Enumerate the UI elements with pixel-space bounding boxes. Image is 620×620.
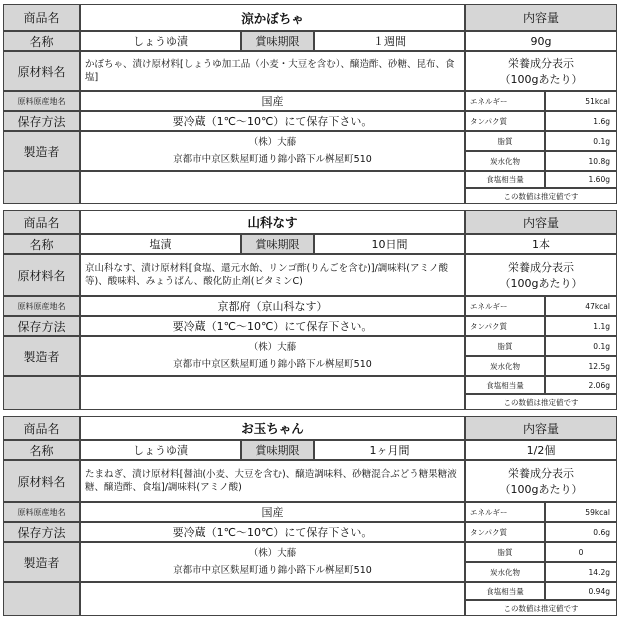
energy-value: 51kcal bbox=[545, 91, 617, 111]
salt-label: 食塩相当量 bbox=[465, 376, 545, 394]
product-card-kabocha bbox=[3, 4, 617, 204]
estimate-note: この数値は推定値です bbox=[465, 600, 617, 616]
product-title: 山科なす bbox=[80, 210, 465, 234]
content-value: 1本 bbox=[465, 234, 617, 254]
content-label: 内容量 bbox=[465, 210, 617, 234]
salt-label: 食塩相当量 bbox=[465, 171, 545, 188]
storage-value: 要冷蔵（1℃～10℃）にて保存下さい。 bbox=[80, 522, 465, 542]
energy-label: エネルギー bbox=[465, 91, 545, 111]
product-name-label: 商品名 bbox=[3, 416, 80, 440]
blank-label-cell bbox=[3, 171, 80, 204]
product-title: 涼かぼちゃ bbox=[80, 4, 465, 31]
protein-value: 1.1g bbox=[545, 316, 617, 336]
energy-label: エネルギー bbox=[465, 502, 545, 522]
product-name-label: 商品名 bbox=[3, 4, 80, 31]
fat-label: 脂質 bbox=[465, 131, 545, 151]
nutrition-header bbox=[465, 51, 617, 91]
salt-value: 1.60g bbox=[545, 171, 617, 188]
manufacturer-label: 製造者 bbox=[3, 131, 80, 171]
energy-value: 59kcal bbox=[545, 502, 617, 522]
maker-address: 京都市中京区麩屋町通り錦小路下ル桝屋町510 bbox=[173, 359, 372, 370]
raw-materials-value: たまねぎ、漬け原材料[醤油(小麦、大豆を含む)、醸造調味料、砂糖混合ぶどう糖果糖液糖、醸造酢、食塩]/調味料(アミノ酸) bbox=[80, 460, 465, 502]
maker-name: （株）大藤 bbox=[248, 342, 297, 353]
product-card-otama-chan bbox=[3, 416, 617, 616]
carbs-value: 10.8g bbox=[545, 151, 617, 171]
name-value: しょうゆ漬 bbox=[80, 440, 241, 460]
name-label: 名称 bbox=[3, 31, 80, 51]
best-before-label: 賞味期限 bbox=[241, 440, 314, 460]
manufacturer-value bbox=[80, 131, 465, 171]
blank-label-cell bbox=[3, 376, 80, 410]
carbs-value: 14.2g bbox=[545, 562, 617, 582]
fat-value: 0.1g bbox=[545, 336, 617, 356]
manufacturer-value bbox=[80, 542, 465, 582]
content-value: 1/2個 bbox=[465, 440, 617, 460]
protein-value: 0.6g bbox=[545, 522, 617, 542]
estimate-note: この数値は推定値です bbox=[465, 394, 617, 410]
nutrition-title: 栄養成分表示 bbox=[508, 57, 574, 70]
nutrition-header bbox=[465, 460, 617, 502]
name-label: 名称 bbox=[3, 234, 80, 254]
carbs-label: 炭水化物 bbox=[465, 356, 545, 376]
protein-label: タンパク質 bbox=[465, 522, 545, 542]
maker-address: 京都市中京区麩屋町通り錦小路下ル桝屋町510 bbox=[173, 565, 372, 576]
best-before-label: 賞味期限 bbox=[241, 31, 314, 51]
energy-label: エネルギー bbox=[465, 296, 545, 316]
origin-value: 国産 bbox=[80, 502, 465, 522]
salt-value: 2.06g bbox=[545, 376, 617, 394]
blank-cell bbox=[80, 376, 465, 410]
origin-value: 京都府（京山科なす） bbox=[80, 296, 465, 316]
origin-value: 国産 bbox=[80, 91, 465, 111]
fat-value: 0.1g bbox=[545, 131, 617, 151]
storage-label: 保存方法 bbox=[3, 522, 80, 542]
maker-name: （株）大藤 bbox=[248, 548, 297, 559]
nutrition-title: 栄養成分表示 bbox=[508, 467, 574, 480]
protein-value: 1.6g bbox=[545, 111, 617, 131]
carbs-label: 炭水化物 bbox=[465, 151, 545, 171]
fat-label: 脂質 bbox=[465, 336, 545, 356]
fat-value: 0 bbox=[545, 542, 617, 562]
storage-label: 保存方法 bbox=[3, 111, 80, 131]
raw-materials-label: 原材料名 bbox=[3, 254, 80, 296]
content-label: 内容量 bbox=[465, 416, 617, 440]
raw-materials-label: 原材料名 bbox=[3, 51, 80, 91]
best-before-value: 1ヶ月間 bbox=[314, 440, 465, 460]
content-value: 90g bbox=[465, 31, 617, 51]
product-title: お玉ちゃん bbox=[80, 416, 465, 440]
estimate-note: この数値は推定値です bbox=[465, 188, 617, 204]
raw-materials-value: かぼちゃ、漬け原材料[しょうゆ加工品（小麦・大豆を含む）、醸造酢、砂糖、昆布、食塩] bbox=[80, 51, 465, 91]
blank-label-cell bbox=[3, 582, 80, 616]
blank-cell bbox=[80, 582, 465, 616]
origin-label: 原料原産地名 bbox=[3, 296, 80, 316]
name-label: 名称 bbox=[3, 440, 80, 460]
product-card-yamashina-nasu bbox=[3, 210, 617, 410]
origin-label: 原料原産地名 bbox=[3, 91, 80, 111]
name-value: しょうゆ漬 bbox=[80, 31, 241, 51]
best-before-value: １週間 bbox=[314, 31, 465, 51]
protein-label: タンパク質 bbox=[465, 111, 545, 131]
maker-name: （株）大藤 bbox=[248, 137, 297, 148]
salt-value: 0.94g bbox=[545, 582, 617, 600]
raw-materials-value: 京山科なす、漬け原材料[食塩、還元水飴、リンゴ酢(りんごを含む)]/調味料(アミノ酸等)、酸味料、みょうばん、酸化防止剤(ビタミンC) bbox=[80, 254, 465, 296]
energy-value: 47kcal bbox=[545, 296, 617, 316]
carbs-value: 12.5g bbox=[545, 356, 617, 376]
manufacturer-value bbox=[80, 336, 465, 376]
fat-label: 脂質 bbox=[465, 542, 545, 562]
storage-value: 要冷蔵（1℃～10℃）にて保存下さい。 bbox=[80, 316, 465, 336]
best-before-value: 10日間 bbox=[314, 234, 465, 254]
content-label: 内容量 bbox=[465, 4, 617, 31]
maker-address: 京都市中京区麩屋町通り錦小路下ル桝屋町510 bbox=[173, 154, 372, 165]
nutrition-title: 栄養成分表示 bbox=[508, 261, 574, 274]
name-value: 塩漬 bbox=[80, 234, 241, 254]
best-before-label: 賞味期限 bbox=[241, 234, 314, 254]
product-name-label: 商品名 bbox=[3, 210, 80, 234]
blank-cell bbox=[80, 171, 465, 204]
origin-label: 原料原産地名 bbox=[3, 502, 80, 522]
carbs-label: 炭水化物 bbox=[465, 562, 545, 582]
storage-value: 要冷蔵（1℃～10℃）にて保存下さい。 bbox=[80, 111, 465, 131]
nutrition-header bbox=[465, 254, 617, 296]
nutrition-per: （100gあたり） bbox=[499, 483, 583, 496]
storage-label: 保存方法 bbox=[3, 316, 80, 336]
raw-materials-label: 原材料名 bbox=[3, 460, 80, 502]
salt-label: 食塩相当量 bbox=[465, 582, 545, 600]
manufacturer-label: 製造者 bbox=[3, 542, 80, 582]
protein-label: タンパク質 bbox=[465, 316, 545, 336]
nutrition-per: （100gあたり） bbox=[499, 277, 583, 290]
manufacturer-label: 製造者 bbox=[3, 336, 80, 376]
nutrition-per: （100gあたり） bbox=[499, 73, 583, 86]
